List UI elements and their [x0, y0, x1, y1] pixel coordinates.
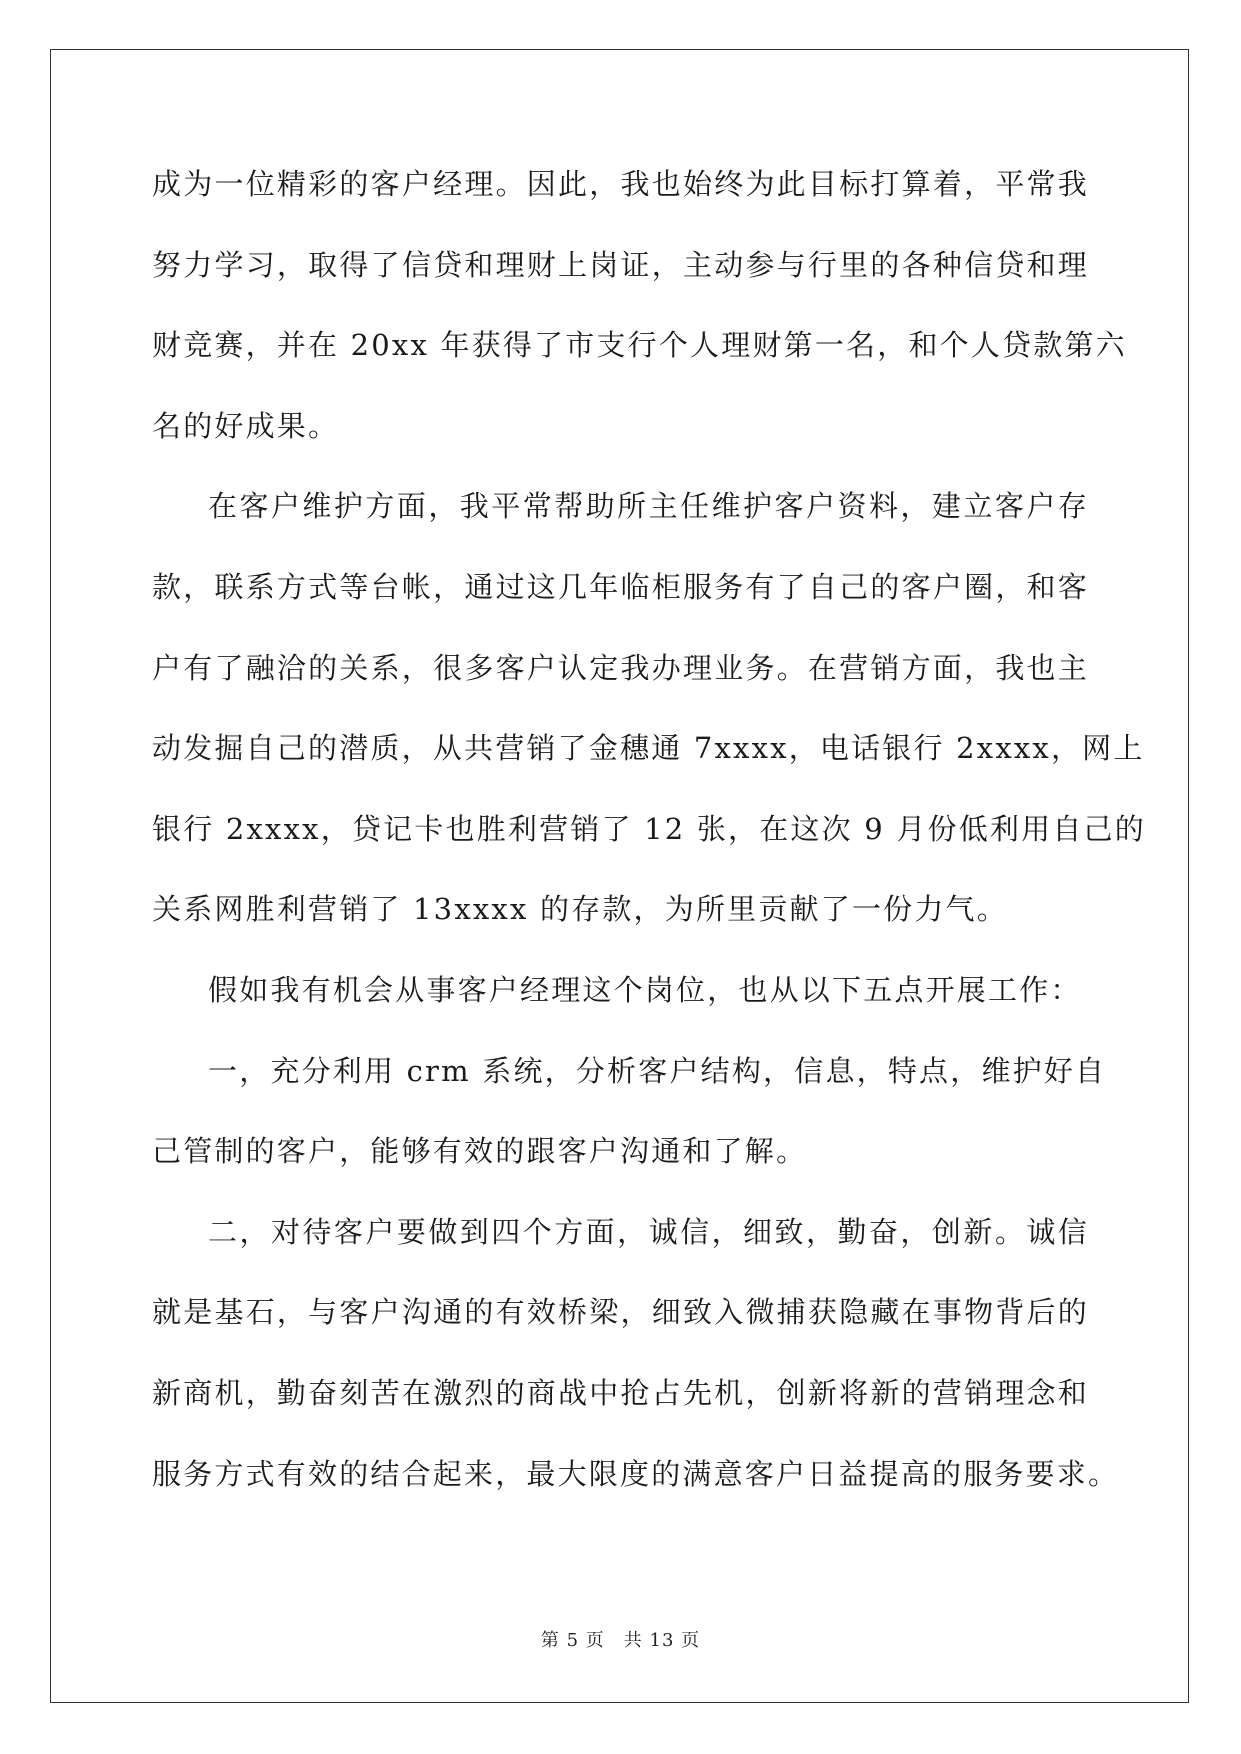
text-line: 财竞赛，并在 20xx 年获得了市支行个人理财第一名，和个人贷款第六	[152, 328, 1127, 363]
text-line: 成为一位精彩的客户经理。因此，我也始终为此目标打算着，平常我	[152, 167, 1089, 201]
page-footer	[0, 1626, 1241, 1652]
document-body	[152, 167, 1146, 1538]
text-line: 款，联系方式等台帐，通过这几年临柜服务有了自己的客户圈，和客	[152, 569, 1089, 604]
text-line: 户有了融洽的关系，很多客户认定我办理业务。在营销方面，我也主	[152, 650, 1089, 685]
text-line: 就是基石，与客户沟通的有效桥梁，细致入微捕获隐藏在事物背后的	[152, 1295, 1089, 1330]
paragraph-start-line: 一，充分利用 crm 系统，分析客户结构，信息，特点，维护好自	[208, 1053, 1107, 1088]
paragraph-start-line: 假如我有机会从事客户经理这个岗位，也从以下五点开展工作：	[208, 972, 1082, 1007]
text-line: 名的好成果。	[152, 408, 340, 443]
text-line: 银行 2xxxx，贷记卡也胜利营销了 12 张，在这次 9 月份低利用自己的	[152, 811, 1146, 846]
text-line: 动发掘自己的潜质，从共营销了金穗通 7xxxx，电话银行 2xxxx，网上	[152, 731, 1145, 766]
page-number: 第 5 页 共 13 页	[540, 1630, 701, 1651]
paragraph-start-line: 在客户维护方面，我平常帮助所主任维护客户资料，建立客户存	[208, 489, 1089, 524]
paragraph-start-line: 二，对待客户要做到四个方面，诚信，细致，勤奋，创新。诚信	[208, 1214, 1089, 1249]
text-line: 己管制的客户，能够有效的跟客户沟通和了解。	[152, 1134, 808, 1169]
text-line: 努力学习，取得了信贷和理财上岗证，主动参与行里的各种信贷和理	[152, 247, 1089, 282]
text-line: 新商机，勤奋刻苦在激烈的商战中抢占先机，创新将新的营销理念和	[152, 1375, 1089, 1410]
text-line: 关系网胜利营销了 13xxxx 的存款，为所里贡献了一份力气。	[152, 892, 1008, 927]
text-line: 服务方式有效的结合起来，最大限度的满意客户日益提高的服务要求。	[152, 1456, 1120, 1491]
